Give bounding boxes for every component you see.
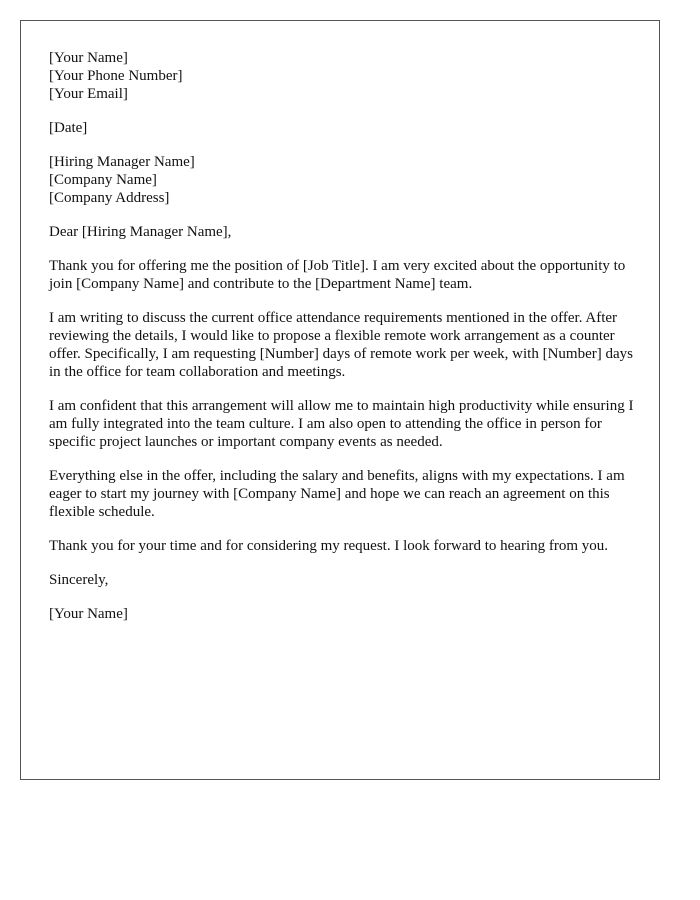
sender-email: [Your Email] — [49, 86, 128, 102]
paragraph-confidence: I am confident that this arrangement will allow me to maintain high productivity while ensuring I am fully integrated into the team culture. I am also open to attending the office in person for specific project launches or important company events as needed. — [49, 398, 634, 450]
recipient-address: [Company Address] — [49, 190, 170, 206]
letter-date: [Date] — [49, 120, 88, 136]
date-block — [49, 119, 639, 137]
letter-page — [20, 20, 660, 780]
sender-phone: [Your Phone Number] — [49, 68, 183, 84]
paragraph-intro: Thank you for offering me the position of [Job Title]. I am very excited about the opportunity to join [Company Name] and contribute to the [Department Name] team. — [49, 258, 626, 292]
salutation: Dear [Hiring Manager Name], — [49, 224, 232, 240]
signature: [Your Name] — [49, 606, 128, 622]
closing: Sincerely, — [49, 572, 109, 588]
recipient-name: [Hiring Manager Name] — [49, 154, 195, 170]
recipient-company: [Company Name] — [49, 172, 157, 188]
letter-body — [49, 49, 639, 639]
recipient-block — [49, 153, 639, 207]
sender-block — [49, 49, 639, 103]
sender-name: [Your Name] — [49, 50, 128, 66]
paragraph-thanks: Thank you for your time and for considering my request. I look forward to hearing from you. — [49, 538, 609, 554]
paragraph-expectations: Everything else in the offer, including the salary and benefits, aligns with my expectations. I am eager to start my journey with [Company Name] and hope we can reach an agreement on this flexible schedule. — [49, 468, 625, 520]
paragraph-proposal: I am writing to discuss the current office attendance requirements mentioned in the offer. After reviewing the details, I would like to propose a flexible remote work arrangement as a counter offer. Specifically, I am requesting [Number] days of remote work per week, with [Number] days in the office for team collaboration and meetings. — [49, 310, 633, 380]
